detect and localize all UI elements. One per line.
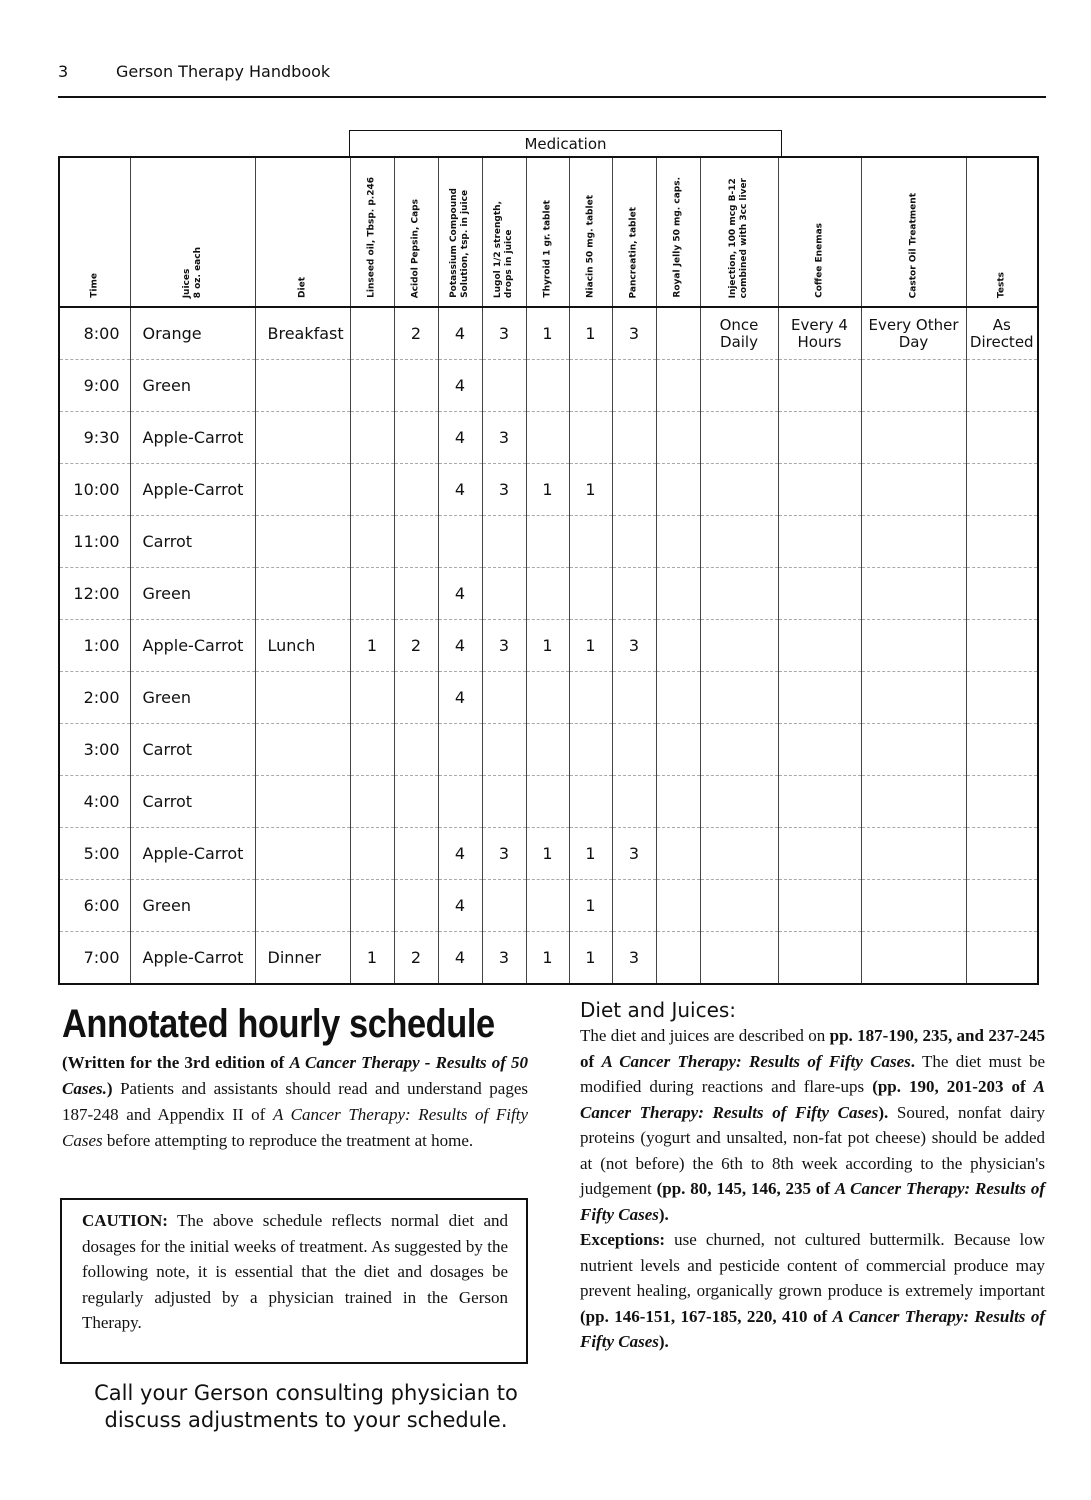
table-cell bbox=[569, 516, 612, 568]
column-header-label: Lugol 1/2 strength, drops in juice bbox=[493, 200, 514, 298]
intro-book-ref: A Cancer Therapy: Results of Fifty Cases bbox=[62, 1105, 528, 1150]
table-row bbox=[59, 516, 1038, 568]
table-cell: 3 bbox=[482, 307, 526, 360]
column-header-label: Acidol Pepsin, Caps bbox=[410, 198, 421, 298]
table-cell: 3 bbox=[482, 828, 526, 880]
table-cell bbox=[861, 620, 966, 672]
table-cell: 3 bbox=[482, 464, 526, 516]
column-header bbox=[778, 157, 861, 307]
table-cell bbox=[861, 724, 966, 776]
table-row bbox=[59, 672, 1038, 724]
table-cell bbox=[656, 516, 700, 568]
table-cell bbox=[966, 828, 1038, 880]
table-cell bbox=[612, 880, 656, 932]
column-header bbox=[59, 157, 130, 307]
table-cell bbox=[700, 776, 778, 828]
table-cell bbox=[656, 360, 700, 412]
column-header bbox=[656, 157, 700, 307]
diet-book-ref: A Cancer Therapy: Results of Fifty Cases bbox=[601, 1051, 911, 1071]
column-header-label: Castor Oil Treatment bbox=[908, 192, 918, 298]
table-cell: 4 bbox=[438, 672, 482, 724]
table-cell: Carrot bbox=[130, 776, 255, 828]
table-cell bbox=[482, 360, 526, 412]
table-cell bbox=[569, 724, 612, 776]
table-cell: Carrot bbox=[130, 724, 255, 776]
table-cell bbox=[350, 412, 394, 464]
table-cell bbox=[700, 568, 778, 620]
table-cell bbox=[255, 360, 350, 412]
table-cell: Green bbox=[130, 360, 255, 412]
exceptions-text: use churned, not cultured buttermilk. Because low nutrient levels and pesticide content of commercial produce may prevent healing, organically grown produce is extremely important bbox=[580, 1230, 1045, 1300]
table-cell: 1 bbox=[569, 932, 612, 985]
table-cell bbox=[350, 568, 394, 620]
table-cell: 12:00 bbox=[59, 568, 130, 620]
table-cell bbox=[966, 568, 1038, 620]
table-row bbox=[59, 568, 1038, 620]
table-cell bbox=[700, 412, 778, 464]
column-header bbox=[438, 157, 482, 307]
column-header-label: Coffee Enemas bbox=[814, 223, 824, 298]
table-cell bbox=[255, 672, 350, 724]
column-header bbox=[612, 157, 656, 307]
column-header-label: Potassium Compound Solution, tsp. in juice bbox=[449, 188, 470, 298]
table-cell: 4:00 bbox=[59, 776, 130, 828]
table-cell: As Directed bbox=[966, 307, 1038, 360]
diet-text: Soured, nonfat dairy proteins (yogurt and unsalted, non-fat pot cheese) should be added at (not before) the 6th to 8th week according to the physician's judgement bbox=[580, 1102, 1045, 1198]
table-cell bbox=[700, 464, 778, 516]
table-cell bbox=[394, 516, 438, 568]
column-header-label: Time bbox=[89, 273, 100, 298]
table-cell bbox=[350, 672, 394, 724]
column-header-label: Juices 8 oz. each bbox=[181, 246, 203, 298]
table-cell bbox=[255, 568, 350, 620]
table-cell bbox=[861, 568, 966, 620]
table-cell: 4 bbox=[438, 932, 482, 985]
table-cell bbox=[526, 724, 569, 776]
intro-book-title: A Cancer Therapy - Results of 50 Cases. bbox=[62, 1053, 528, 1098]
table-cell bbox=[966, 620, 1038, 672]
table-cell bbox=[255, 464, 350, 516]
table-cell bbox=[569, 412, 612, 464]
column-header-label: Injection, 100 mcg B-12 combined with 3cc liver bbox=[728, 177, 749, 298]
exceptions-book-ref: A Cancer Therapy: Results of Fifty Cases bbox=[580, 1306, 1045, 1351]
table-row bbox=[59, 464, 1038, 516]
table-cell bbox=[526, 880, 569, 932]
table-cell: 1 bbox=[569, 464, 612, 516]
medication-group-label: Medication bbox=[349, 130, 782, 156]
intro-paragraph bbox=[62, 1050, 528, 1154]
table-cell bbox=[612, 412, 656, 464]
table-cell bbox=[482, 880, 526, 932]
table-cell bbox=[482, 516, 526, 568]
table-cell bbox=[350, 828, 394, 880]
table-cell bbox=[778, 568, 861, 620]
table-cell bbox=[700, 516, 778, 568]
table-cell bbox=[350, 776, 394, 828]
table-cell bbox=[526, 516, 569, 568]
table-cell: Orange bbox=[130, 307, 255, 360]
table-cell: 3 bbox=[612, 620, 656, 672]
table-cell bbox=[394, 880, 438, 932]
table-cell: Green bbox=[130, 880, 255, 932]
table-cell: 1 bbox=[526, 932, 569, 985]
table-cell bbox=[700, 620, 778, 672]
table-cell bbox=[394, 412, 438, 464]
table-cell: 4 bbox=[438, 464, 482, 516]
table-cell bbox=[778, 516, 861, 568]
table-row bbox=[59, 880, 1038, 932]
diet-book-ref: A Cancer Therapy: Results of Fifty Cases bbox=[580, 1077, 1046, 1122]
column-header-label: Tests bbox=[996, 271, 1007, 298]
table-cell bbox=[700, 880, 778, 932]
table-cell bbox=[394, 828, 438, 880]
table-cell bbox=[438, 776, 482, 828]
table-cell: 1 bbox=[569, 828, 612, 880]
table-cell bbox=[350, 307, 394, 360]
table-cell bbox=[255, 724, 350, 776]
diet-page-ref: (pp. 190, 201-203 of bbox=[872, 1077, 1034, 1096]
table-row bbox=[59, 932, 1038, 985]
table-cell bbox=[656, 776, 700, 828]
table-cell bbox=[569, 672, 612, 724]
table-cell bbox=[394, 672, 438, 724]
column-header-label: Pancreatin, tablet bbox=[628, 206, 639, 298]
table-cell bbox=[861, 932, 966, 985]
diet-text: The diet must be modified during reactions and flare-ups bbox=[580, 1051, 1045, 1096]
table-cell bbox=[861, 360, 966, 412]
table-cell bbox=[612, 568, 656, 620]
table-cell: 3 bbox=[612, 828, 656, 880]
column-header bbox=[255, 157, 350, 307]
table-cell: Green bbox=[130, 568, 255, 620]
table-cell: Lunch bbox=[255, 620, 350, 672]
table-cell: 4 bbox=[438, 307, 482, 360]
table-cell bbox=[394, 776, 438, 828]
table-cell bbox=[778, 880, 861, 932]
column-header bbox=[861, 157, 966, 307]
table-cell bbox=[656, 412, 700, 464]
table-cell bbox=[861, 828, 966, 880]
table-cell bbox=[350, 724, 394, 776]
table-cell bbox=[569, 568, 612, 620]
table-cell bbox=[778, 620, 861, 672]
table-cell bbox=[966, 360, 1038, 412]
table-cell: 4 bbox=[438, 620, 482, 672]
column-header bbox=[482, 157, 526, 307]
table-cell bbox=[656, 464, 700, 516]
table-row bbox=[59, 776, 1038, 828]
table-cell: 3:00 bbox=[59, 724, 130, 776]
table-cell bbox=[966, 672, 1038, 724]
table-cell bbox=[861, 464, 966, 516]
table-cell bbox=[700, 932, 778, 985]
table-cell bbox=[861, 776, 966, 828]
table-cell: Every Other Day bbox=[861, 307, 966, 360]
hourly-schedule-table bbox=[58, 156, 1039, 985]
table-cell: 1 bbox=[569, 307, 612, 360]
diet-page-ref: (pp. 80, 145, 146, 235 of bbox=[656, 1179, 835, 1198]
table-cell: 2 bbox=[394, 620, 438, 672]
table-cell bbox=[350, 516, 394, 568]
table-cell: Once Daily bbox=[700, 307, 778, 360]
diet-paragraph bbox=[580, 1023, 1045, 1227]
table-cell bbox=[861, 516, 966, 568]
table-cell: Dinner bbox=[255, 932, 350, 985]
table-cell bbox=[255, 412, 350, 464]
table-cell bbox=[656, 568, 700, 620]
intro-text-end: before attempting to reproduce the treatment at home. bbox=[102, 1131, 474, 1150]
table-cell: 3 bbox=[482, 412, 526, 464]
table-cell bbox=[861, 412, 966, 464]
table-cell bbox=[778, 724, 861, 776]
exceptions-paragraph bbox=[580, 1227, 1045, 1355]
table-cell: 1 bbox=[526, 828, 569, 880]
table-cell: 4 bbox=[438, 880, 482, 932]
table-cell bbox=[700, 828, 778, 880]
table-row bbox=[59, 307, 1038, 360]
table-cell: 1 bbox=[526, 307, 569, 360]
column-header-label: Diet bbox=[297, 277, 307, 298]
table-cell bbox=[255, 880, 350, 932]
table-cell bbox=[656, 307, 700, 360]
table-cell bbox=[966, 932, 1038, 985]
page-header bbox=[58, 58, 1046, 98]
table-cell bbox=[700, 672, 778, 724]
table-cell bbox=[778, 932, 861, 985]
table-cell: 11:00 bbox=[59, 516, 130, 568]
table-cell bbox=[526, 360, 569, 412]
table-cell bbox=[966, 724, 1038, 776]
table-cell bbox=[394, 568, 438, 620]
table-cell bbox=[612, 360, 656, 412]
caution-label: CAUTION: bbox=[82, 1211, 168, 1230]
table-cell bbox=[350, 464, 394, 516]
table-cell bbox=[350, 360, 394, 412]
table-cell: Apple-Carrot bbox=[130, 620, 255, 672]
caution-box bbox=[60, 1198, 528, 1364]
table-cell: Apple-Carrot bbox=[130, 464, 255, 516]
table-cell: 9:00 bbox=[59, 360, 130, 412]
diet-text: The diet and juices are described on bbox=[580, 1026, 830, 1045]
table-cell: Apple-Carrot bbox=[130, 932, 255, 985]
table-cell: Breakfast bbox=[255, 307, 350, 360]
table-cell: 2 bbox=[394, 932, 438, 985]
exceptions-page-ref: (pp. 146-151, 167-185, 220, 410 of bbox=[580, 1306, 833, 1326]
table-cell bbox=[966, 880, 1038, 932]
table-cell: Carrot bbox=[130, 516, 255, 568]
table-cell: 4 bbox=[438, 360, 482, 412]
table-cell bbox=[482, 724, 526, 776]
table-cell bbox=[438, 724, 482, 776]
intro-bold: (Written for the 3rd edition of bbox=[62, 1053, 290, 1072]
table-cell bbox=[612, 464, 656, 516]
table-cell: 3 bbox=[482, 620, 526, 672]
table-cell: 1:00 bbox=[59, 620, 130, 672]
table-cell bbox=[778, 360, 861, 412]
caution-text: The above schedule reflects normal diet and dosages for the initial weeks of treatment. As suggested by the following note, it is essential that the diet and dosages be regularly adjusted by a physician trained in the Gerson Therapy. bbox=[82, 1211, 508, 1332]
table-cell: 3 bbox=[612, 932, 656, 985]
diet-book-ref: A Cancer Therapy: Results of Fifty Cases bbox=[580, 1179, 1046, 1224]
table-cell bbox=[778, 464, 861, 516]
table-cell: Apple-Carrot bbox=[130, 412, 255, 464]
table-cell bbox=[700, 724, 778, 776]
table-cell bbox=[966, 464, 1038, 516]
page-number: 3 bbox=[58, 62, 69, 81]
table-cell: 6:00 bbox=[59, 880, 130, 932]
column-header bbox=[394, 157, 438, 307]
table-row bbox=[59, 828, 1038, 880]
table-cell: 3 bbox=[612, 307, 656, 360]
intro-bold-close: ) bbox=[106, 1079, 113, 1098]
table-cell bbox=[656, 828, 700, 880]
table-cell: 1 bbox=[350, 620, 394, 672]
table-cell bbox=[569, 360, 612, 412]
table-cell bbox=[656, 932, 700, 985]
table-cell bbox=[700, 360, 778, 412]
table-cell bbox=[394, 464, 438, 516]
table-cell bbox=[526, 412, 569, 464]
diet-juices-body bbox=[580, 1023, 1045, 1355]
diet-page-ref: pp. 187-190, 235, and 237-245 of bbox=[580, 1026, 1046, 1071]
diet-juices-heading: Diet and Juices: bbox=[580, 998, 737, 1022]
table-cell bbox=[778, 828, 861, 880]
section-title: Annotated hourly schedule bbox=[62, 1002, 495, 1046]
table-cell bbox=[656, 620, 700, 672]
exceptions-close: ). bbox=[658, 1332, 669, 1351]
table-cell bbox=[255, 776, 350, 828]
table-cell bbox=[394, 360, 438, 412]
column-header bbox=[526, 157, 569, 307]
table-cell bbox=[526, 776, 569, 828]
table-cell bbox=[482, 776, 526, 828]
table-cell bbox=[482, 672, 526, 724]
column-header bbox=[700, 157, 778, 307]
table-cell: 1 bbox=[569, 620, 612, 672]
table-cell: 8:00 bbox=[59, 307, 130, 360]
table-cell: 9:30 bbox=[59, 412, 130, 464]
table-cell: 3 bbox=[482, 932, 526, 985]
table-cell bbox=[656, 672, 700, 724]
table-cell bbox=[255, 828, 350, 880]
table-cell: 4 bbox=[438, 568, 482, 620]
column-header-label: Royal Jelly 50 mg. caps. bbox=[672, 177, 683, 298]
column-header bbox=[350, 157, 394, 307]
table-cell bbox=[966, 516, 1038, 568]
table-cell bbox=[394, 724, 438, 776]
table-cell bbox=[778, 412, 861, 464]
table-cell bbox=[966, 412, 1038, 464]
table-cell: Every 4 Hours bbox=[778, 307, 861, 360]
table-cell: 4 bbox=[438, 412, 482, 464]
table-cell bbox=[482, 568, 526, 620]
table-cell bbox=[966, 776, 1038, 828]
table-cell bbox=[350, 880, 394, 932]
table-cell bbox=[778, 672, 861, 724]
table-cell bbox=[526, 568, 569, 620]
table-cell: 10:00 bbox=[59, 464, 130, 516]
table-cell bbox=[612, 776, 656, 828]
intro-text: Patients and assistants should read and understand pages 187-248 and Appendix II of bbox=[62, 1079, 528, 1124]
table-cell: 7:00 bbox=[59, 932, 130, 985]
table-cell bbox=[526, 672, 569, 724]
table-cell bbox=[438, 516, 482, 568]
table-cell bbox=[612, 672, 656, 724]
table-cell bbox=[255, 516, 350, 568]
table-cell: 1 bbox=[526, 620, 569, 672]
table-row bbox=[59, 412, 1038, 464]
table-cell bbox=[861, 880, 966, 932]
diet-close: ). bbox=[878, 1102, 889, 1122]
column-header bbox=[966, 157, 1038, 307]
table-row bbox=[59, 620, 1038, 672]
table-cell: 4 bbox=[438, 828, 482, 880]
diet-close: ). bbox=[658, 1204, 669, 1224]
table-row bbox=[59, 724, 1038, 776]
diet-period: . bbox=[910, 1051, 916, 1071]
table-cell bbox=[612, 724, 656, 776]
column-header-label: Thyroid 1 gr. tablet bbox=[542, 200, 552, 298]
column-header-label: Niacin 50 mg. tablet bbox=[585, 195, 595, 298]
column-header-label: Linseed oil, Tbsp. p.246 bbox=[366, 177, 377, 298]
table-cell bbox=[778, 776, 861, 828]
column-header bbox=[569, 157, 612, 307]
call-physician-note: Call your Gerson consulting physician to discuss adjustments to your schedule. bbox=[94, 1381, 518, 1432]
column-header bbox=[130, 157, 255, 307]
table-cell: 2 bbox=[394, 307, 438, 360]
table-cell: 5:00 bbox=[59, 828, 130, 880]
exceptions-label: Exceptions: bbox=[580, 1230, 665, 1249]
table-cell: 1 bbox=[526, 464, 569, 516]
table-row bbox=[59, 360, 1038, 412]
table-cell: Green bbox=[130, 672, 255, 724]
table-cell: 1 bbox=[569, 880, 612, 932]
table-cell bbox=[861, 672, 966, 724]
table-cell bbox=[569, 776, 612, 828]
table-cell: Apple-Carrot bbox=[130, 828, 255, 880]
running-title: Gerson Therapy Handbook bbox=[116, 62, 331, 81]
table-cell bbox=[656, 724, 700, 776]
table-cell bbox=[612, 516, 656, 568]
table-cell: 1 bbox=[350, 932, 394, 985]
table-cell bbox=[656, 880, 700, 932]
table-cell: 2:00 bbox=[59, 672, 130, 724]
